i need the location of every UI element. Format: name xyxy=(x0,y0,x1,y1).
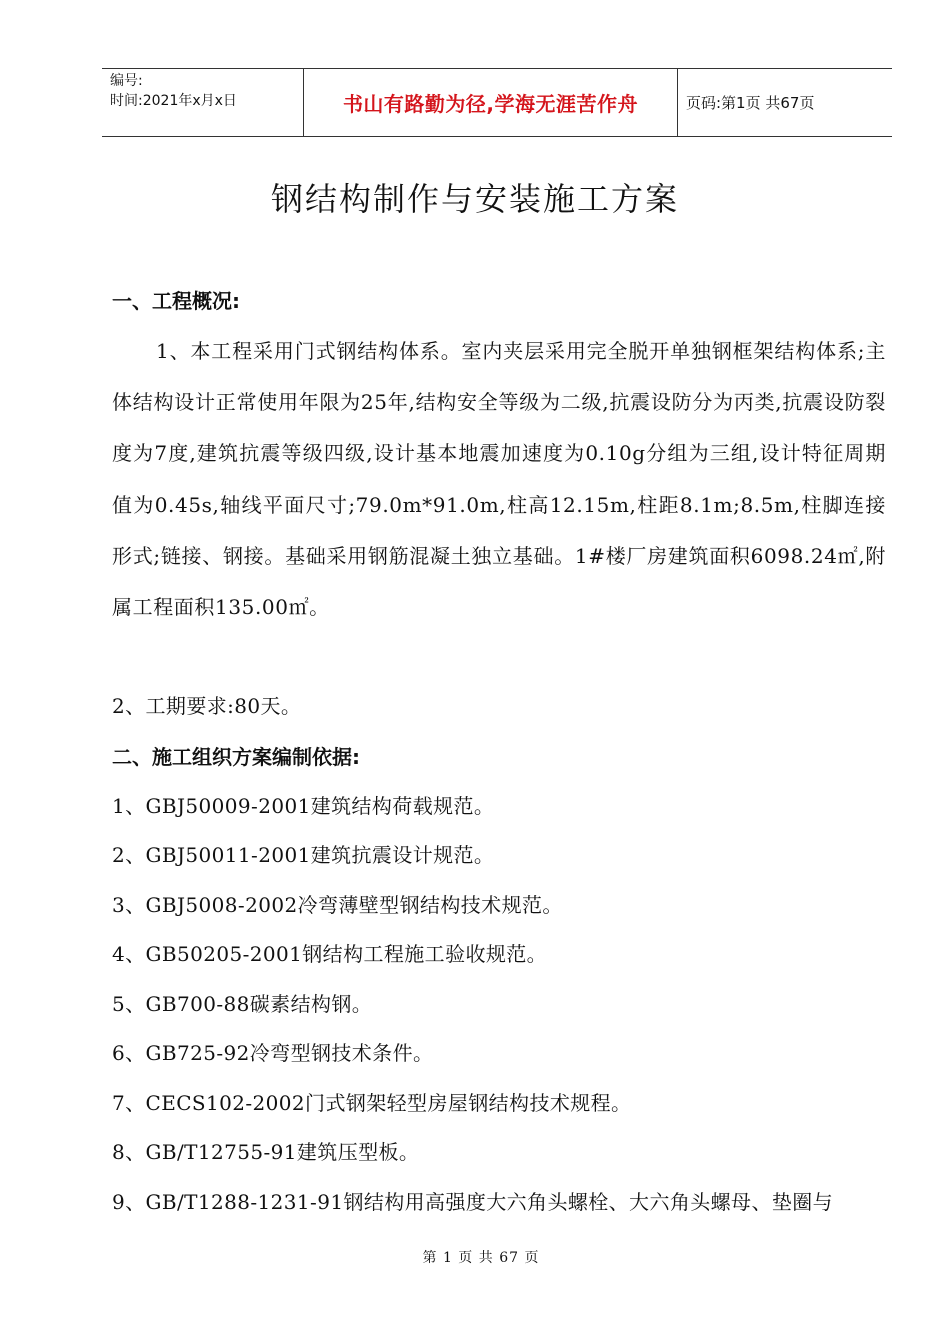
basis-item: 1、GBJ50009-2001建筑结构荷载规范。 xyxy=(112,793,495,818)
motto-text: 书山有路勤为径,学海无涯苦作舟 xyxy=(342,92,639,116)
basis-item: 4、GB50205-2001钢结构工程施工验收规范。 xyxy=(112,942,548,967)
page-info-text: 页码:第1页 共67页 xyxy=(686,94,815,112)
page-footer: 第 1 页 共 67 页 xyxy=(422,1250,540,1266)
time-label: 时间:2021年x月x日 xyxy=(110,93,237,109)
basis-item: 7、CECS102-2002门式钢架轻型房屋钢结构技术规程。 xyxy=(112,1090,632,1115)
header-page-info xyxy=(678,69,892,136)
number-label: 编号: xyxy=(110,73,143,89)
section-heading-overview: 一、工程概况: xyxy=(112,289,240,313)
schedule-line: 2、工期要求:80天。 xyxy=(112,694,302,719)
page-header xyxy=(102,68,892,137)
basis-item: 2、GBJ50011-2001建筑抗震设计规范。 xyxy=(112,843,495,868)
basis-item: 3、GBJ5008-2002冷弯薄壁型钢结构技术规范。 xyxy=(112,892,563,917)
basis-item: 8、GB/T12755-91建筑压型板。 xyxy=(112,1140,420,1165)
overview-paragraph: 1、本工程采用门式钢结构体系。室内夹层采用完全脱开单独钢框架结构体系;主体结构设计正常使用年限为25年,结构安全等级为二级,抗震设防分为丙类,抗震设防裂度为7度,建筑抗震等级四级,设计基本地震加速度为0.10g分组为三组,设计特征周期值为0.45s,轴线平面尺寸;79.0m*91.0m,柱高12.15m,柱距8.1m;8.5m,柱脚连接形式;链接、钢接。基础采用钢筋混凝土独立基础。1#楼厂房建筑面积6098.24㎡,附属工程面积135.00㎡。 xyxy=(112,339,886,620)
basis-item: 6、GB725-92冷弯型钢技术条件。 xyxy=(112,1041,434,1066)
header-motto xyxy=(304,69,678,136)
document-title: 钢结构制作与安装施工方案 xyxy=(270,180,679,218)
document-body xyxy=(112,276,886,1227)
header-meta xyxy=(102,69,304,136)
basis-item: 9、GB/T1288-1231-91钢结构用高强度大六角头螺栓、大六角头螺母、垫圈与 xyxy=(112,1189,834,1214)
section-heading-basis: 二、施工组织方案编制依据: xyxy=(112,744,360,769)
blank-line xyxy=(112,633,886,682)
basis-item: 5、GB700-88碳素结构钢。 xyxy=(112,991,373,1016)
